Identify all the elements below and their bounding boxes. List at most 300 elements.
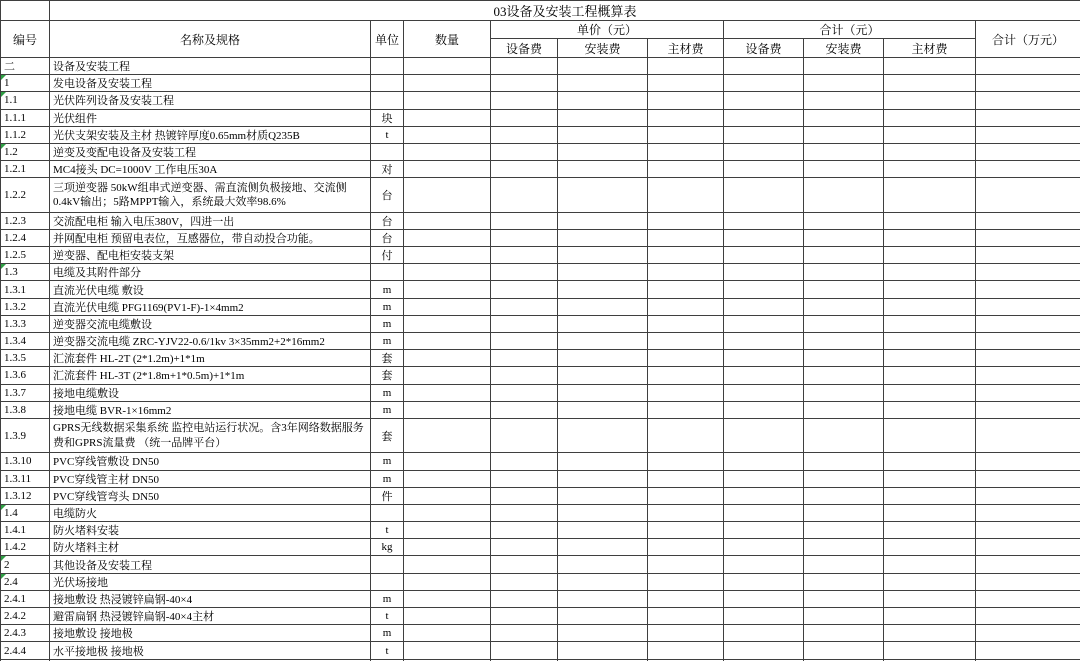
- grand-total-cell[interactable]: [976, 333, 1080, 350]
- row-no-cell[interactable]: 1.3.12: [1, 487, 50, 504]
- total-material-fee-cell[interactable]: [884, 333, 976, 350]
- row-name-cell[interactable]: 发电设备及安装工程: [50, 75, 371, 92]
- unitprice-material-fee-cell[interactable]: [648, 247, 724, 264]
- qty-cell[interactable]: [404, 247, 491, 264]
- unitprice-equip-fee-cell[interactable]: [491, 143, 558, 160]
- qty-cell[interactable]: [404, 522, 491, 539]
- total-equip-fee-cell[interactable]: [724, 161, 804, 178]
- unitprice-install-fee-cell[interactable]: [558, 264, 648, 281]
- total-material-fee-cell[interactable]: [884, 504, 976, 521]
- row-no-cell[interactable]: 1.1.1: [1, 109, 50, 126]
- row-name-cell[interactable]: 光伏组件: [50, 109, 371, 126]
- unitprice-equip-fee-cell[interactable]: [491, 178, 558, 212]
- grand-total-cell[interactable]: [976, 178, 1080, 212]
- row-name-cell[interactable]: 逆变器交流电缆敷设: [50, 315, 371, 332]
- qty-cell[interactable]: [404, 229, 491, 246]
- row-name-cell[interactable]: 避雷扁钢 热浸镀锌扁钢-40×4主材: [50, 608, 371, 625]
- total-equip-fee-cell[interactable]: [724, 487, 804, 504]
- unitprice-material-fee-cell[interactable]: [648, 281, 724, 298]
- total-equip-fee-cell[interactable]: [724, 178, 804, 212]
- unitprice-install-fee-cell[interactable]: [558, 642, 648, 659]
- grand-total-cell[interactable]: [976, 556, 1080, 573]
- total-equip-fee-cell[interactable]: [724, 608, 804, 625]
- unitprice-equip-fee-cell[interactable]: [491, 453, 558, 470]
- qty-cell[interactable]: [404, 367, 491, 384]
- row-no-cell[interactable]: 2.4.2: [1, 608, 50, 625]
- total-install-fee-cell[interactable]: [804, 58, 884, 75]
- row-unit-cell[interactable]: m: [371, 625, 404, 642]
- total-install-fee-cell[interactable]: [804, 333, 884, 350]
- row-no-cell[interactable]: 2: [1, 556, 50, 573]
- grand-total-cell[interactable]: [976, 487, 1080, 504]
- row-no-cell[interactable]: 二: [1, 58, 50, 75]
- grand-total-cell[interactable]: [976, 470, 1080, 487]
- row-unit-cell[interactable]: 对: [371, 161, 404, 178]
- grand-total-cell[interactable]: [976, 453, 1080, 470]
- total-install-fee-cell[interactable]: [804, 315, 884, 332]
- row-unit-cell[interactable]: [371, 143, 404, 160]
- total-install-fee-cell[interactable]: [804, 247, 884, 264]
- row-no-cell[interactable]: 2.4.4: [1, 642, 50, 659]
- grand-total-cell[interactable]: [976, 384, 1080, 401]
- total-material-fee-cell[interactable]: [884, 298, 976, 315]
- unitprice-equip-fee-cell[interactable]: [491, 212, 558, 229]
- row-unit-cell[interactable]: [371, 92, 404, 109]
- row-name-cell[interactable]: 接地电缆 BVR-1×16mm2: [50, 401, 371, 418]
- grand-total-cell[interactable]: [976, 573, 1080, 590]
- unitprice-equip-fee-cell[interactable]: [491, 625, 558, 642]
- col-header-install-fee-total[interactable]: 安装费: [804, 39, 884, 58]
- row-no-cell[interactable]: 1.2.4: [1, 229, 50, 246]
- row-no-cell[interactable]: 1.4: [1, 504, 50, 521]
- unitprice-material-fee-cell[interactable]: [648, 161, 724, 178]
- total-material-fee-cell[interactable]: [884, 212, 976, 229]
- unitprice-install-fee-cell[interactable]: [558, 315, 648, 332]
- row-unit-cell[interactable]: 付: [371, 247, 404, 264]
- row-name-cell[interactable]: 防火堵料主材: [50, 539, 371, 556]
- unitprice-install-fee-cell[interactable]: [558, 298, 648, 315]
- unitprice-install-fee-cell[interactable]: [558, 590, 648, 607]
- total-equip-fee-cell[interactable]: [724, 75, 804, 92]
- col-header-qty[interactable]: 数量: [404, 21, 491, 58]
- grand-total-cell[interactable]: [976, 298, 1080, 315]
- total-material-fee-cell[interactable]: [884, 109, 976, 126]
- total-install-fee-cell[interactable]: [804, 126, 884, 143]
- unitprice-material-fee-cell[interactable]: [648, 573, 724, 590]
- unitprice-equip-fee-cell[interactable]: [491, 333, 558, 350]
- unitprice-equip-fee-cell[interactable]: [491, 75, 558, 92]
- total-material-fee-cell[interactable]: [884, 367, 976, 384]
- row-unit-cell[interactable]: m: [371, 298, 404, 315]
- total-install-fee-cell[interactable]: [804, 470, 884, 487]
- unitprice-equip-fee-cell[interactable]: [491, 573, 558, 590]
- unitprice-material-fee-cell[interactable]: [648, 143, 724, 160]
- unitprice-material-fee-cell[interactable]: [648, 504, 724, 521]
- grand-total-cell[interactable]: [976, 504, 1080, 521]
- total-material-fee-cell[interactable]: [884, 178, 976, 212]
- row-unit-cell[interactable]: m: [371, 401, 404, 418]
- unitprice-equip-fee-cell[interactable]: [491, 522, 558, 539]
- row-no-cell[interactable]: 1.3.5: [1, 350, 50, 367]
- row-no-cell[interactable]: 1.3.8: [1, 401, 50, 418]
- row-name-cell[interactable]: 电缆防火: [50, 504, 371, 521]
- total-equip-fee-cell[interactable]: [724, 453, 804, 470]
- row-unit-cell[interactable]: 台: [371, 212, 404, 229]
- qty-cell[interactable]: [404, 487, 491, 504]
- unitprice-install-fee-cell[interactable]: [558, 418, 648, 452]
- row-unit-cell[interactable]: 套: [371, 367, 404, 384]
- row-no-cell[interactable]: 1.3.9: [1, 418, 50, 452]
- unitprice-material-fee-cell[interactable]: [648, 522, 724, 539]
- total-material-fee-cell[interactable]: [884, 384, 976, 401]
- row-unit-cell[interactable]: t: [371, 126, 404, 143]
- unitprice-install-fee-cell[interactable]: [558, 401, 648, 418]
- qty-cell[interactable]: [404, 539, 491, 556]
- grand-total-cell[interactable]: [976, 367, 1080, 384]
- total-equip-fee-cell[interactable]: [724, 229, 804, 246]
- unitprice-material-fee-cell[interactable]: [648, 109, 724, 126]
- row-no-cell[interactable]: 1.2.5: [1, 247, 50, 264]
- total-install-fee-cell[interactable]: [804, 504, 884, 521]
- grand-total-cell[interactable]: [976, 315, 1080, 332]
- unitprice-material-fee-cell[interactable]: [648, 590, 724, 607]
- qty-cell[interactable]: [404, 504, 491, 521]
- row-name-cell[interactable]: 设备及安装工程: [50, 58, 371, 75]
- total-equip-fee-cell[interactable]: [724, 573, 804, 590]
- unitprice-install-fee-cell[interactable]: [558, 625, 648, 642]
- unitprice-install-fee-cell[interactable]: [558, 522, 648, 539]
- unitprice-material-fee-cell[interactable]: [648, 178, 724, 212]
- total-equip-fee-cell[interactable]: [724, 315, 804, 332]
- total-equip-fee-cell[interactable]: [724, 212, 804, 229]
- unitprice-material-fee-cell[interactable]: [648, 315, 724, 332]
- total-install-fee-cell[interactable]: [804, 539, 884, 556]
- total-install-fee-cell[interactable]: [804, 556, 884, 573]
- row-unit-cell[interactable]: m: [371, 470, 404, 487]
- unitprice-equip-fee-cell[interactable]: [491, 418, 558, 452]
- total-equip-fee-cell[interactable]: [724, 350, 804, 367]
- total-install-fee-cell[interactable]: [804, 573, 884, 590]
- total-install-fee-cell[interactable]: [804, 401, 884, 418]
- grand-total-cell[interactable]: [976, 608, 1080, 625]
- unitprice-install-fee-cell[interactable]: [558, 504, 648, 521]
- table-title[interactable]: 03设备及安装工程概算表: [50, 1, 1080, 21]
- col-header-install-fee-unitprice[interactable]: 安装费: [558, 39, 648, 58]
- total-material-fee-cell[interactable]: [884, 75, 976, 92]
- total-material-fee-cell[interactable]: [884, 350, 976, 367]
- unitprice-equip-fee-cell[interactable]: [491, 126, 558, 143]
- unitprice-equip-fee-cell[interactable]: [491, 384, 558, 401]
- row-unit-cell[interactable]: [371, 75, 404, 92]
- unitprice-material-fee-cell[interactable]: [648, 58, 724, 75]
- unitprice-equip-fee-cell[interactable]: [491, 264, 558, 281]
- row-unit-cell[interactable]: t: [371, 608, 404, 625]
- unitprice-install-fee-cell[interactable]: [558, 333, 648, 350]
- corner-cell[interactable]: [1, 1, 50, 21]
- qty-cell[interactable]: [404, 178, 491, 212]
- unitprice-material-fee-cell[interactable]: [648, 298, 724, 315]
- row-no-cell[interactable]: 1.3.10: [1, 453, 50, 470]
- unitprice-material-fee-cell[interactable]: [648, 75, 724, 92]
- unitprice-install-fee-cell[interactable]: [558, 109, 648, 126]
- total-material-fee-cell[interactable]: [884, 470, 976, 487]
- row-unit-cell[interactable]: m: [371, 281, 404, 298]
- col-header-equip-fee-unitprice[interactable]: 设备费: [491, 39, 558, 58]
- total-material-fee-cell[interactable]: [884, 92, 976, 109]
- total-material-fee-cell[interactable]: [884, 590, 976, 607]
- total-equip-fee-cell[interactable]: [724, 556, 804, 573]
- qty-cell[interactable]: [404, 92, 491, 109]
- unitprice-equip-fee-cell[interactable]: [491, 608, 558, 625]
- total-install-fee-cell[interactable]: [804, 384, 884, 401]
- unitprice-material-fee-cell[interactable]: [648, 264, 724, 281]
- qty-cell[interactable]: [404, 625, 491, 642]
- col-header-no[interactable]: 编号: [1, 21, 50, 58]
- unitprice-material-fee-cell[interactable]: [648, 126, 724, 143]
- total-equip-fee-cell[interactable]: [724, 333, 804, 350]
- grand-total-cell[interactable]: [976, 109, 1080, 126]
- total-install-fee-cell[interactable]: [804, 367, 884, 384]
- row-no-cell[interactable]: 1.3.6: [1, 367, 50, 384]
- total-install-fee-cell[interactable]: [804, 625, 884, 642]
- row-name-cell[interactable]: 其他设备及安装工程: [50, 556, 371, 573]
- grand-total-cell[interactable]: [976, 539, 1080, 556]
- total-material-fee-cell[interactable]: [884, 487, 976, 504]
- row-unit-cell[interactable]: 台: [371, 178, 404, 212]
- total-equip-fee-cell[interactable]: [724, 143, 804, 160]
- unitprice-install-fee-cell[interactable]: [558, 556, 648, 573]
- unitprice-equip-fee-cell[interactable]: [491, 642, 558, 659]
- grand-total-cell[interactable]: [976, 143, 1080, 160]
- unitprice-install-fee-cell[interactable]: [558, 470, 648, 487]
- total-install-fee-cell[interactable]: [804, 418, 884, 452]
- unitprice-material-fee-cell[interactable]: [648, 539, 724, 556]
- row-no-cell[interactable]: 1.3.1: [1, 281, 50, 298]
- unitprice-install-fee-cell[interactable]: [558, 281, 648, 298]
- row-no-cell[interactable]: 1.2.1: [1, 161, 50, 178]
- grand-total-cell[interactable]: [976, 401, 1080, 418]
- row-no-cell[interactable]: 1.1.2: [1, 126, 50, 143]
- row-unit-cell[interactable]: [371, 504, 404, 521]
- qty-cell[interactable]: [404, 264, 491, 281]
- grand-total-cell[interactable]: [976, 418, 1080, 452]
- grand-total-cell[interactable]: [976, 625, 1080, 642]
- row-no-cell[interactable]: 1.2.2: [1, 178, 50, 212]
- row-unit-cell[interactable]: [371, 264, 404, 281]
- row-name-cell[interactable]: 汇流套件 HL-3T (2*1.8m+1*0.5m)+1*1m: [50, 367, 371, 384]
- qty-cell[interactable]: [404, 75, 491, 92]
- row-name-cell[interactable]: PVC穿线管主材 DN50: [50, 470, 371, 487]
- total-equip-fee-cell[interactable]: [724, 625, 804, 642]
- unitprice-install-fee-cell[interactable]: [558, 229, 648, 246]
- total-install-fee-cell[interactable]: [804, 143, 884, 160]
- row-no-cell[interactable]: 1.3.11: [1, 470, 50, 487]
- row-name-cell[interactable]: MC4接头 DC=1000V 工作电压30A: [50, 161, 371, 178]
- total-equip-fee-cell[interactable]: [724, 539, 804, 556]
- unitprice-equip-fee-cell[interactable]: [491, 92, 558, 109]
- total-equip-fee-cell[interactable]: [724, 58, 804, 75]
- row-name-cell[interactable]: 光伏阵列设备及安装工程: [50, 92, 371, 109]
- unitprice-equip-fee-cell[interactable]: [491, 401, 558, 418]
- row-unit-cell[interactable]: m: [371, 333, 404, 350]
- qty-cell[interactable]: [404, 143, 491, 160]
- row-name-cell[interactable]: PVC穿线管弯头 DN50: [50, 487, 371, 504]
- total-material-fee-cell[interactable]: [884, 642, 976, 659]
- unitprice-install-fee-cell[interactable]: [558, 92, 648, 109]
- unitprice-equip-fee-cell[interactable]: [491, 161, 558, 178]
- total-install-fee-cell[interactable]: [804, 229, 884, 246]
- row-no-cell[interactable]: 1.4.1: [1, 522, 50, 539]
- qty-cell[interactable]: [404, 58, 491, 75]
- total-equip-fee-cell[interactable]: [724, 522, 804, 539]
- grand-total-cell[interactable]: [976, 590, 1080, 607]
- row-name-cell[interactable]: 接地电缆敷设: [50, 384, 371, 401]
- grand-total-cell[interactable]: [976, 642, 1080, 659]
- unitprice-material-fee-cell[interactable]: [648, 608, 724, 625]
- qty-cell[interactable]: [404, 109, 491, 126]
- qty-cell[interactable]: [404, 212, 491, 229]
- total-material-fee-cell[interactable]: [884, 608, 976, 625]
- unitprice-install-fee-cell[interactable]: [558, 453, 648, 470]
- row-name-cell[interactable]: 防火堵料安装: [50, 522, 371, 539]
- qty-cell[interactable]: [404, 333, 491, 350]
- grand-total-cell[interactable]: [976, 126, 1080, 143]
- row-unit-cell[interactable]: 套: [371, 418, 404, 452]
- row-no-cell[interactable]: 1.3.4: [1, 333, 50, 350]
- row-name-cell[interactable]: 逆变器交流电缆 ZRC-YJV22-0.6/1kv 3×35mm2+2*16mm2: [50, 333, 371, 350]
- row-unit-cell[interactable]: [371, 58, 404, 75]
- total-equip-fee-cell[interactable]: [724, 470, 804, 487]
- col-header-name-spec[interactable]: 名称及规格: [50, 21, 371, 58]
- unitprice-equip-fee-cell[interactable]: [491, 367, 558, 384]
- row-name-cell[interactable]: 接地敷设 接地极: [50, 625, 371, 642]
- unitprice-material-fee-cell[interactable]: [648, 333, 724, 350]
- unitprice-equip-fee-cell[interactable]: [491, 350, 558, 367]
- row-no-cell[interactable]: 1.3.3: [1, 315, 50, 332]
- row-name-cell[interactable]: PVC穿线管敷设 DN50: [50, 453, 371, 470]
- total-install-fee-cell[interactable]: [804, 92, 884, 109]
- row-no-cell[interactable]: 1: [1, 75, 50, 92]
- row-name-cell[interactable]: 光伏支架安装及主材 热镀锌厚度0.65mm材质Q235B: [50, 126, 371, 143]
- grand-total-cell[interactable]: [976, 229, 1080, 246]
- total-material-fee-cell[interactable]: [884, 161, 976, 178]
- unitprice-equip-fee-cell[interactable]: [491, 247, 558, 264]
- unitprice-material-fee-cell[interactable]: [648, 401, 724, 418]
- unitprice-material-fee-cell[interactable]: [648, 92, 724, 109]
- total-install-fee-cell[interactable]: [804, 453, 884, 470]
- row-name-cell[interactable]: 直流光伏电缆 PFG1169(PV1-F)-1×4mm2: [50, 298, 371, 315]
- unitprice-install-fee-cell[interactable]: [558, 608, 648, 625]
- row-name-cell[interactable]: 汇流套件 HL-2T (2*1.2m)+1*1m: [50, 350, 371, 367]
- col-group-total-yuan[interactable]: 合计（元）: [724, 21, 976, 39]
- total-material-fee-cell[interactable]: [884, 625, 976, 642]
- row-unit-cell[interactable]: t: [371, 642, 404, 659]
- total-material-fee-cell[interactable]: [884, 229, 976, 246]
- grand-total-cell[interactable]: [976, 58, 1080, 75]
- total-install-fee-cell[interactable]: [804, 212, 884, 229]
- qty-cell[interactable]: [404, 315, 491, 332]
- unitprice-equip-fee-cell[interactable]: [491, 281, 558, 298]
- unitprice-equip-fee-cell[interactable]: [491, 315, 558, 332]
- total-install-fee-cell[interactable]: [804, 298, 884, 315]
- row-name-cell[interactable]: 逆变及变配电设备及安装工程: [50, 143, 371, 160]
- unitprice-install-fee-cell[interactable]: [558, 178, 648, 212]
- total-install-fee-cell[interactable]: [804, 608, 884, 625]
- total-equip-fee-cell[interactable]: [724, 109, 804, 126]
- col-header-material-fee-total[interactable]: 主材费: [884, 39, 976, 58]
- total-equip-fee-cell[interactable]: [724, 264, 804, 281]
- unitprice-material-fee-cell[interactable]: [648, 350, 724, 367]
- qty-cell[interactable]: [404, 298, 491, 315]
- total-install-fee-cell[interactable]: [804, 75, 884, 92]
- grand-total-cell[interactable]: [976, 350, 1080, 367]
- unitprice-material-fee-cell[interactable]: [648, 470, 724, 487]
- row-name-cell[interactable]: 电缆及其附件部分: [50, 264, 371, 281]
- unitprice-material-fee-cell[interactable]: [648, 642, 724, 659]
- total-equip-fee-cell[interactable]: [724, 126, 804, 143]
- unitprice-equip-fee-cell[interactable]: [491, 590, 558, 607]
- row-name-cell[interactable]: 逆变器、配电柜安装支架: [50, 247, 371, 264]
- grand-total-cell[interactable]: [976, 161, 1080, 178]
- row-name-cell[interactable]: GPRS无线数据采集系统 监控电站运行状况。含3年网络数据服务费和GPRS流量费 （统一品牌平台）: [50, 418, 371, 452]
- unitprice-install-fee-cell[interactable]: [558, 247, 648, 264]
- unitprice-material-fee-cell[interactable]: [648, 556, 724, 573]
- row-no-cell[interactable]: 2.4.1: [1, 590, 50, 607]
- unitprice-install-fee-cell[interactable]: [558, 367, 648, 384]
- total-material-fee-cell[interactable]: [884, 539, 976, 556]
- qty-cell[interactable]: [404, 470, 491, 487]
- total-material-fee-cell[interactable]: [884, 573, 976, 590]
- total-equip-fee-cell[interactable]: [724, 384, 804, 401]
- row-unit-cell[interactable]: [371, 556, 404, 573]
- total-material-fee-cell[interactable]: [884, 418, 976, 452]
- unitprice-equip-fee-cell[interactable]: [491, 504, 558, 521]
- unitprice-equip-fee-cell[interactable]: [491, 229, 558, 246]
- row-no-cell[interactable]: 1.3.7: [1, 384, 50, 401]
- total-material-fee-cell[interactable]: [884, 522, 976, 539]
- row-unit-cell[interactable]: 台: [371, 229, 404, 246]
- unitprice-install-fee-cell[interactable]: [558, 539, 648, 556]
- grand-total-cell[interactable]: [976, 247, 1080, 264]
- row-no-cell[interactable]: 1.3: [1, 264, 50, 281]
- total-equip-fee-cell[interactable]: [724, 504, 804, 521]
- total-material-fee-cell[interactable]: [884, 315, 976, 332]
- unitprice-install-fee-cell[interactable]: [558, 58, 648, 75]
- qty-cell[interactable]: [404, 590, 491, 607]
- unitprice-install-fee-cell[interactable]: [558, 75, 648, 92]
- qty-cell[interactable]: [404, 401, 491, 418]
- row-unit-cell[interactable]: t: [371, 522, 404, 539]
- unitprice-equip-fee-cell[interactable]: [491, 58, 558, 75]
- col-header-grand-total[interactable]: 合计（万元）: [976, 21, 1080, 58]
- unitprice-equip-fee-cell[interactable]: [491, 539, 558, 556]
- total-install-fee-cell[interactable]: [804, 161, 884, 178]
- total-install-fee-cell[interactable]: [804, 264, 884, 281]
- unitprice-equip-fee-cell[interactable]: [491, 556, 558, 573]
- qty-cell[interactable]: [404, 573, 491, 590]
- total-equip-fee-cell[interactable]: [724, 247, 804, 264]
- unitprice-install-fee-cell[interactable]: [558, 384, 648, 401]
- unitprice-material-fee-cell[interactable]: [648, 384, 724, 401]
- row-name-cell[interactable]: 接地敷设 热浸镀锌扁钢-40×4: [50, 590, 371, 607]
- unitprice-install-fee-cell[interactable]: [558, 126, 648, 143]
- grand-total-cell[interactable]: [976, 264, 1080, 281]
- total-equip-fee-cell[interactable]: [724, 401, 804, 418]
- row-name-cell[interactable]: 交流配电柜 输入电压380V，四进一出: [50, 212, 371, 229]
- qty-cell[interactable]: [404, 384, 491, 401]
- total-install-fee-cell[interactable]: [804, 642, 884, 659]
- total-install-fee-cell[interactable]: [804, 350, 884, 367]
